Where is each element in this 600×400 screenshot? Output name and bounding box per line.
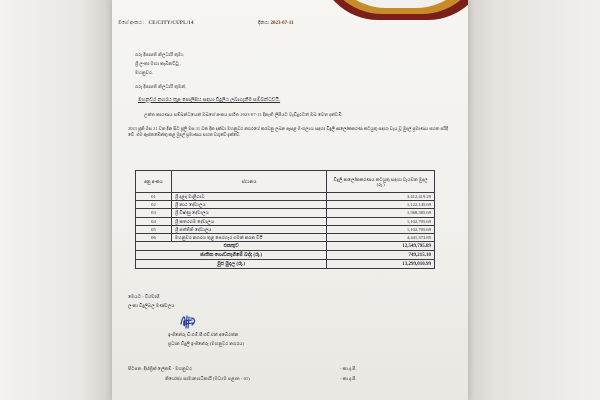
date-line [258,20,294,26]
cost-table [135,170,435,269]
date-value: 2023-07-11 [270,21,294,26]
row-number: 04 [136,217,172,225]
signer-title: ප්‍රධාන විදුලි ඉංජිනේරු (මහනුවර නගරය) [168,341,244,346]
cc-line-2: නියෝජ්‍ය සාමාන්‍යාධිකාරී (මධ්‍යම පළාත - 01) [165,376,250,381]
total-amount: 12,549,795.89 [327,242,435,251]
handwritten-signature [178,312,200,330]
table-row [136,193,435,201]
closing-line: මෙයට - විශ්වාසී [128,294,160,299]
desk-background-left [0,0,118,400]
date-label: දිනය: [258,21,270,26]
table-row [136,233,435,241]
row-amount: 1,122,145.69 [327,201,435,209]
table-row [136,201,435,209]
via-line: ගරු දිසාපති නිලධාරී තුමන්, [135,84,187,89]
row-number: 02 [136,201,172,209]
total-label: එකතුව [136,242,327,251]
vat-amount: 749,215.10 [327,251,435,260]
row-location: ශ්‍රී දළදා මාළිගාව [171,193,326,201]
addressee-line-2: ශ්‍රී ලංකා මහා කැබිනට්ටු , [135,61,182,66]
reference-label: මගේ අංකය : [118,21,145,26]
row-location: ශ්‍රී නාථ දේවාලය [171,201,326,209]
reference-paragraph: උක්ත කාරණය සම්බන්ධයෙන් ඔබගේ අංකය සහිත 2023-07-11 දිනැති ලිපියට වැඩිදුරටත් ඔබ වෙත දන්වමි. [144,112,343,117]
grand-total-row [136,260,435,269]
reference-line [118,20,198,26]
row-amount: 1,102,705.69 [327,225,435,233]
header-index: අනු අංකය [136,171,172,193]
row-amount: 1,368,385.69 [327,209,435,217]
row-location: ශ්‍රී විෂ්ණු දේවාලය [171,209,326,217]
organization-line: ලංකා විදුලිබල මණ්ඩලය [128,303,175,308]
vat-label: ජාතික ගොඩනැගීමේ බද්ද (රු.) [136,251,327,260]
signer-name: ඉංජිනේරු ඩී.එම්.පී.එච්.එන් අබේරත්න [168,332,239,337]
total-row [136,242,435,251]
desk-background-right [450,0,600,400]
row-number: 06 [136,233,172,241]
row-amount: 3,412,419.29 [327,193,435,201]
addressee-line-1: ගරු දිසාපති නිලධාරී තුමා, [135,52,184,57]
row-amount: 1,102,705.69 [327,217,435,225]
row-location: ශ්‍රී පත්තිනි දේවාලය [171,225,326,233]
row-location: ශ්‍රී කතරගම දේවාලය [171,217,326,225]
subject-line: මහනුවර නගරය තුළ පොලිසිය සඳහා විදුලිය ලබාගැනීම සම්බන්ධවයි. [138,98,281,103]
table-header-row [136,171,435,193]
row-number: 05 [136,225,172,233]
row-number: 03 [136,209,172,217]
table-row [136,225,435,233]
cc-note-2: - කා.දැ.පි. [340,376,357,381]
table-row [136,209,435,217]
grand-total-amount: 13,299,010.99 [327,260,435,269]
table-row [136,217,435,225]
row-number: 01 [136,193,172,201]
addressee-line-3: මහනුවර. [135,70,153,75]
header-cost: විදුලි ආලෝකකරණය කටයුතු සඳහා වැයවන මුදල (රු.) [327,171,435,193]
header-location: ස්ථානය [171,171,326,193]
vat-row [136,251,435,260]
row-location: මහනුවර නගරය තුළ පෙරහැර ගමන් කරන වීථි [171,233,326,241]
cc-note-1: - කා.දැ.පි. [340,366,357,371]
row-amount: 4,441,373.85 [327,233,435,241]
grand-total-label: මුළු මුදල (රු.) [136,260,327,269]
reference-number: CE/CITY/CUPL/14 [148,21,194,26]
cc-line-1: පිටපත: දිස්ත්‍රික් ලේකම් - මහනුවර [128,366,192,371]
body-paragraph: 2023 ජූනි මස 21 වන දින සිට ජූලි මස 31 වන දින දක්වා මහනුවර නගරයේ කරවනු ලබන ඇසළ මංගල්‍යය සඳහා විදුලි ආලෝකකරණ කටයුතු සඳහා වැය වූ මුදල් ප්‍රමාණය පහත පරිදි වේ. එම ඇස්තමේන්තු කළ මුදල් ප්‍රමාණය පහත වගුවේ දැක්වේ. [128,126,448,137]
